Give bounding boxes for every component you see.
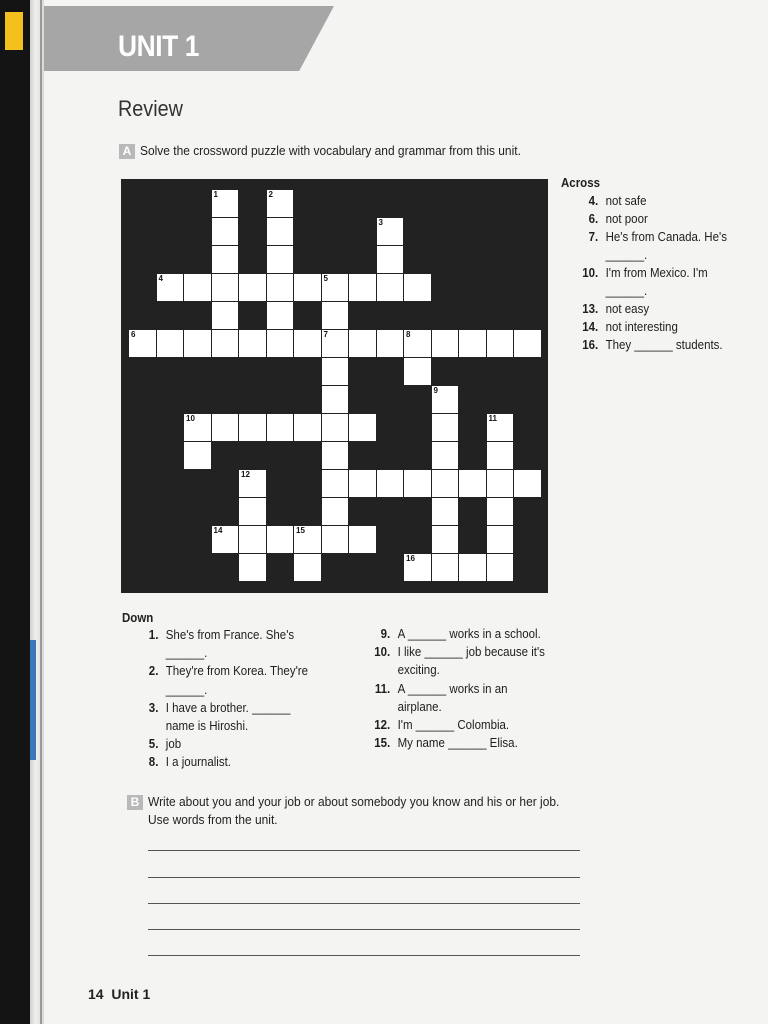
clue-text: My name ______ Elisa. (397, 736, 518, 751)
crossword-cell[interactable] (514, 330, 541, 357)
crossword-cell[interactable] (212, 246, 239, 273)
writing-line[interactable] (148, 929, 580, 930)
clue-text: ______. (605, 248, 648, 262)
clue-number: 3 (378, 218, 383, 227)
clue-text: I like ______ job because it's (397, 645, 545, 660)
crossword-cell-7[interactable] (322, 330, 349, 357)
down-clue (370, 682, 508, 696)
down-clue (140, 628, 294, 642)
clue-number: 10. (374, 645, 391, 660)
crossword-cell[interactable] (212, 330, 239, 357)
crossword-cell[interactable] (157, 330, 184, 357)
crossword-cell[interactable] (377, 246, 404, 273)
crossword-cell[interactable] (432, 442, 459, 469)
clue-number: 6 (131, 330, 136, 339)
across-clue (578, 212, 648, 226)
down-clue-continued (140, 683, 207, 697)
crossword-cell[interactable] (432, 330, 459, 357)
clue-number: 14. (582, 320, 599, 334)
crossword-cell[interactable] (487, 526, 514, 553)
clue-text: exciting. (397, 663, 440, 678)
crossword-cell[interactable] (487, 442, 514, 469)
crossword-cell[interactable] (267, 274, 294, 301)
clue-text: She's from France. She's (165, 628, 295, 642)
clue-text: airplane. (397, 699, 442, 714)
crossword-cell[interactable] (404, 274, 431, 301)
clue-number: 1 (213, 190, 218, 199)
crossword-cell[interactable] (212, 414, 239, 441)
across-clue (578, 266, 708, 280)
crossword-cell[interactable] (239, 526, 266, 553)
crossword-cell[interactable] (322, 526, 349, 553)
crossword-cell-12[interactable] (239, 470, 266, 497)
clue-number: 13. (582, 302, 599, 316)
clue-number: 11 (488, 414, 497, 423)
clue-text: ______. (165, 682, 208, 697)
across-clue (578, 320, 678, 334)
book-spine (0, 0, 30, 1024)
crossword-cell[interactable] (239, 330, 266, 357)
clue-number: 16. (582, 338, 599, 352)
crossword-cell[interactable] (267, 330, 294, 357)
down-clue (140, 701, 290, 715)
clue-text: ______. (605, 284, 648, 298)
clue-text: I a journalist. (165, 755, 231, 770)
clue-text: I'm from Mexico. I'm (605, 266, 708, 280)
crossword-cell[interactable] (267, 218, 294, 245)
crossword-cell[interactable] (267, 302, 294, 329)
crossword-cell-15[interactable] (294, 526, 321, 553)
clue-number: 9. (380, 627, 391, 641)
crossword-cell[interactable] (184, 442, 211, 469)
clue-number: 9 (433, 386, 438, 395)
clue-number: 10 (186, 414, 195, 423)
down-clue (140, 664, 308, 678)
writing-line[interactable] (148, 955, 580, 956)
crossword-cell-6[interactable] (129, 330, 156, 357)
crossword-cell[interactable] (432, 414, 459, 441)
down-heading: Down (122, 611, 154, 625)
clue-number: 16 (406, 554, 415, 563)
crossword-cell[interactable] (514, 470, 541, 497)
clue-text: They ______ students. (605, 338, 723, 352)
clue-number: 14 (213, 526, 223, 535)
crossword-cell[interactable] (349, 526, 376, 553)
crossword-cell-10[interactable] (184, 414, 211, 441)
crossword-cell[interactable] (212, 302, 239, 329)
exercise-b-instruction-line1: Write about you and your job or about somebody you know and his or her job. (148, 794, 560, 809)
unit-title: UNIT 1 (118, 30, 199, 63)
down-clue (370, 645, 545, 659)
crossword-cell[interactable] (487, 470, 514, 497)
clue-text: A ______ works in an (397, 681, 508, 696)
crossword-cell[interactable] (184, 274, 211, 301)
crossword-cell[interactable] (404, 358, 431, 385)
down-clue (370, 627, 541, 641)
page-number: 14 (88, 986, 104, 1002)
clue-text: I have a brother. ______ (165, 700, 291, 715)
clue-number: 6. (588, 212, 599, 226)
crossword-cell[interactable] (322, 498, 349, 525)
crossword-cell[interactable] (487, 330, 514, 357)
clue-number: 15. (374, 736, 391, 751)
clue-text: not safe (605, 194, 647, 208)
down-clue (370, 718, 509, 732)
crossword-cell[interactable] (322, 302, 349, 329)
clue-text: They're from Korea. They're (165, 664, 309, 679)
clue-number: 8 (406, 330, 411, 339)
crossword-cell-8[interactable] (404, 330, 431, 357)
crossword-cell[interactable] (487, 554, 514, 581)
crossword-cell[interactable] (349, 330, 376, 357)
clue-text: job (165, 737, 182, 752)
crossword-cell[interactable] (377, 330, 404, 357)
crossword-cell[interactable] (432, 554, 459, 581)
across-clue (578, 230, 727, 244)
clue-text: name is Hiroshi. (165, 719, 249, 733)
crossword-cell[interactable] (267, 414, 294, 441)
crossword-cell-2[interactable] (267, 190, 294, 217)
crossword-cell[interactable] (459, 470, 486, 497)
crossword-cell-5[interactable] (322, 274, 349, 301)
clue-number: 15 (296, 526, 305, 535)
section-title: Review (118, 96, 183, 121)
crossword-cell[interactable] (322, 470, 349, 497)
writing-line[interactable] (148, 903, 580, 904)
crossword-cell[interactable] (239, 498, 266, 525)
down-clue (370, 736, 518, 750)
crossword-cell[interactable] (322, 414, 349, 441)
crossword-cell[interactable] (432, 498, 459, 525)
crossword-cell[interactable] (322, 386, 349, 413)
clue-text: He's from Canada. He's (605, 230, 727, 244)
crossword-cell[interactable] (432, 470, 459, 497)
crossword-cell[interactable] (349, 470, 376, 497)
exercise-b-instruction-line2: Use words from the unit. (148, 812, 278, 827)
across-clue (578, 194, 647, 208)
clue-number: 8. (148, 755, 159, 770)
crossword-cell[interactable] (349, 274, 376, 301)
crossword-cell[interactable] (487, 498, 514, 525)
crossword-cell[interactable] (184, 330, 211, 357)
crossword-cell[interactable] (267, 246, 294, 273)
down-clue-continued (140, 719, 248, 733)
clue-number: 7. (588, 230, 599, 244)
clue-text: A ______ works in a school. (397, 627, 541, 641)
down-clue (140, 737, 181, 751)
crossword-cell-1[interactable] (212, 190, 239, 217)
page-edge-line (40, 0, 42, 1024)
crossword-cell[interactable] (322, 442, 349, 469)
down-clue (140, 755, 231, 769)
clue-text: not poor (605, 212, 648, 226)
clue-number: 10. (582, 266, 599, 280)
across-heading: Across (561, 176, 600, 190)
clue-number: 3. (148, 700, 159, 715)
footer-unit-label: Unit 1 (111, 986, 151, 1002)
clue-text: not interesting (605, 320, 678, 334)
crossword-cell[interactable] (432, 526, 459, 553)
crossword-cell-11[interactable] (487, 414, 514, 441)
crossword-cell[interactable] (404, 470, 431, 497)
crossword-cell[interactable] (294, 554, 321, 581)
clue-number: 5 (323, 274, 328, 283)
clue-number: 12. (374, 718, 391, 732)
crossword-cell[interactable] (239, 274, 266, 301)
crossword-cell-4[interactable] (157, 274, 184, 301)
crossword-cell[interactable] (239, 554, 266, 581)
crossword-cell[interactable] (212, 218, 239, 245)
clue-number: 1. (148, 628, 159, 642)
crossword-cell[interactable] (377, 274, 404, 301)
clue-number: 2. (148, 664, 159, 679)
down-clue-continued (370, 700, 442, 714)
clue-number: 4 (158, 274, 163, 283)
crossword-cell[interactable] (267, 526, 294, 553)
crossword-grid (121, 179, 548, 593)
crossword-cell[interactable] (377, 470, 404, 497)
exercise-b-badge: B (127, 795, 143, 810)
across-clue (578, 338, 723, 352)
crossword-cell[interactable] (459, 330, 486, 357)
clue-text: ______. (165, 646, 208, 661)
writing-line[interactable] (148, 877, 580, 878)
crossword-cell[interactable] (239, 414, 266, 441)
crossword-cell[interactable] (322, 358, 349, 385)
crossword-cell[interactable] (459, 554, 486, 581)
crossword-cell-3[interactable] (377, 218, 404, 245)
crossword-cell[interactable] (212, 274, 239, 301)
crossword-cell[interactable] (294, 330, 321, 357)
clue-text: not easy (605, 302, 650, 316)
writing-line[interactable] (148, 850, 580, 851)
across-clue-continued (578, 248, 647, 262)
page-footer (88, 986, 150, 1002)
down-clue-continued (370, 663, 440, 677)
crossword-cell[interactable] (294, 274, 321, 301)
clue-number: 12 (241, 470, 250, 479)
clue-number: 4. (588, 194, 599, 208)
crossword-cell-14[interactable] (212, 526, 239, 553)
crossword-cell-16[interactable] (404, 554, 431, 581)
clue-number: 5. (148, 737, 159, 752)
exercise-a-badge: A (119, 144, 135, 159)
across-clue (578, 302, 649, 316)
clue-text: I'm ______ Colombia. (397, 718, 510, 732)
down-clue-continued (140, 646, 207, 660)
spine-marker (30, 640, 36, 760)
clue-number: 11. (374, 681, 391, 696)
crossword-cell-9[interactable] (432, 386, 459, 413)
crossword-cell[interactable] (349, 414, 376, 441)
crossword-cell[interactable] (294, 414, 321, 441)
clue-number: 2 (268, 190, 273, 199)
across-clue-continued (578, 284, 647, 298)
clue-number: 7 (323, 330, 328, 339)
exercise-a-instruction: Solve the crossword puzzle with vocabulary and grammar from this unit. (140, 143, 521, 158)
spine-tab (5, 12, 23, 50)
